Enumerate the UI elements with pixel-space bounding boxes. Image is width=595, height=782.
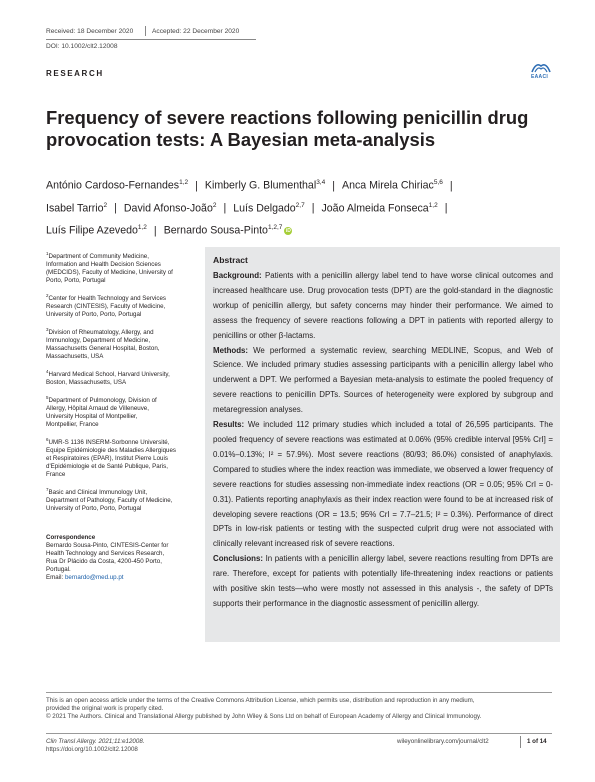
affiliation-item xyxy=(46,292,196,319)
abstract-methods xyxy=(213,344,553,419)
affiliation-line: Immunology, Department of Medicine, xyxy=(46,337,151,345)
affiliation-line: Porto, Porto, Portugal xyxy=(46,277,106,285)
abstract-background xyxy=(213,269,553,344)
author-affil: 1,2 xyxy=(179,179,189,186)
abstract-conclusions xyxy=(213,552,553,612)
results-label: Results: xyxy=(213,420,245,430)
affiliation-line: Research (CINTESIS), Faculty of Medicine, xyxy=(46,303,166,311)
affiliation-line: Equipe Epidémiologie des Maladies Allergiques xyxy=(46,447,177,455)
author-name[interactable]: Luís Filipe Azevedo xyxy=(46,224,138,237)
eaaci-logo xyxy=(528,60,554,82)
author-affil: 1,2 xyxy=(137,224,147,232)
received-date: Received: 18 December 2020 xyxy=(46,28,134,35)
methods-label: Methods: xyxy=(213,345,249,355)
author-name[interactable]: António Cardoso-Fernandes xyxy=(46,179,180,192)
affiliation-line: Harvard Medical School, Harvard University, xyxy=(48,371,170,379)
author-affil: 3,4 xyxy=(316,179,326,186)
affiliation-number: 7 xyxy=(46,487,49,493)
section-label: RESEARCH xyxy=(46,69,104,78)
affiliation-number: 1 xyxy=(46,251,49,256)
author-separator: | xyxy=(114,202,117,215)
author-line-2 xyxy=(46,196,566,219)
author-name[interactable]: João Almeida Fonseca xyxy=(321,202,429,215)
affiliation-line: Basic and Clinical Immunology Unit, xyxy=(48,489,148,497)
eaaci-logo-text: EAACI xyxy=(531,74,549,80)
affiliation-item xyxy=(46,326,196,361)
affiliation-line: Allergy, Hôpital Arnaud de Villeneuve, xyxy=(46,405,149,413)
affiliation-line: d'Epidémiologie et de Santé Publique, Paris, xyxy=(46,463,168,471)
footer-rule-top xyxy=(46,692,552,693)
affiliation-line: Center for Health Technology and Services xyxy=(48,295,167,303)
affiliation-line: University Hospital of Montpellier, xyxy=(46,413,138,421)
correspondence-heading: Correspondence xyxy=(46,534,96,541)
author-separator: | xyxy=(332,179,335,192)
affiliation-item xyxy=(46,368,196,387)
author-line-3 xyxy=(46,218,566,241)
abstract-body xyxy=(213,269,553,612)
orcid-icon[interactable]: iD xyxy=(285,227,291,234)
affiliation-number: 3 xyxy=(46,327,49,333)
author-affil: 2 xyxy=(212,201,217,209)
footer-rule-bottom xyxy=(46,733,552,734)
author-affil: 1,2,7 xyxy=(267,224,283,232)
author-line-1 xyxy=(46,173,566,196)
title-line-2: provocation tests: A Bayesian meta-analysis xyxy=(46,129,436,150)
author-list xyxy=(46,173,566,241)
header-divider xyxy=(145,26,146,36)
affiliation-number: 2 xyxy=(46,293,49,299)
affiliation-line: Division of Rheumatology, Allergy, and xyxy=(48,329,154,337)
journal-url[interactable]: wileyonlinelibrary.com/journal/clt2 xyxy=(397,738,489,745)
email-label: Email: xyxy=(46,574,64,581)
author-name[interactable]: Luís Delgado xyxy=(233,202,296,215)
author-affil: 2,7 xyxy=(295,201,305,209)
author-affil: 1,2 xyxy=(428,201,438,209)
abstract-heading: Abstract xyxy=(213,255,248,265)
affiliation-line: Department of Pathology, Faculty of Medicine, xyxy=(46,497,173,505)
author-separator: | xyxy=(153,224,157,237)
journal-citation xyxy=(46,738,144,754)
copyright: © 2021 The Authors. Clinical and Translational Allergy published by John Wiley & Sons Ltd on behalf of European Academy of Allergy and Clinical Immunology. xyxy=(46,713,482,720)
results-text: We included 112 primary studies which included a total of 26,595 participants. The pooled frequency of severe reactions was estimated at 0.06% (95% credible interval [95% CrI] = 0.01%–0.13%; I² = 57.9%). Most severe reactions (80/93; 86.0%) consisted of anaphylaxis. Compared to studies where the index reaction was immediate, we observed a lower frequency of severe reactions for studies assessing non-immediate index reactions (OR = 0.05; 95% CrI = 0-0.31). Patients reporting anaphylaxis as their index reaction were found to be at increased risk of developing severe reactions (OR = 13.5; 95% CrI = 7.7–21.5; I² = 0.3%). Performance of direct DPTs in low-risk patients or testing with the suspected culprit drug were not associated with clinically relevant increased risk of severe reactions. xyxy=(213,420,553,549)
affiliation-number: 5 xyxy=(46,395,49,401)
conclusions-label: Conclusions: xyxy=(213,554,263,564)
affiliation-line: (MEDCIDS), Faculty of Medicine, University of xyxy=(46,269,173,277)
correspondence xyxy=(46,534,196,582)
author-name[interactable]: Anca Mirela Chiriac xyxy=(342,179,434,192)
author-name[interactable]: Kimberly G. Blumenthal xyxy=(204,179,317,192)
background-text: Patients with a penicillin allergy label tend to have worse clinical outcomes and increased healthcare use. Drug provocation tests (DPT) are the gold-standard in the diagnostic workup of penicillin allergy, but safety concerns may hinder their performance. We aimed to assess the frequency of severe reactions following a DPT in patients with reported allergy to penicillins or other β-lactams. xyxy=(213,271,553,340)
author-name[interactable]: Bernardo Sousa-Pinto xyxy=(163,224,268,237)
article-title xyxy=(46,107,566,151)
abstract-box xyxy=(205,247,560,642)
correspondence-line: Portugal. xyxy=(46,566,71,573)
affiliation-line: Montpellier, France xyxy=(46,421,99,429)
affiliation-line: University of Porto, Porto, Portugal xyxy=(46,505,142,513)
author-name[interactable]: David Afonso-João xyxy=(123,202,213,215)
methods-text: We performed a systematic review, searching MEDLINE, Scopus, and Web of Science. We included primary studies assessing participants with a penicillin allergy label who underwent a DPT. We performed a Bayesian meta-analysis to estimate the pooled frequency of severe reactions to penicillin DPTs. Sources of heterogeneity were explored by subgroup and metaregression analyses. xyxy=(213,345,553,415)
affiliation-line: et Respiratoires (EPAR), Institut Pierre Louis xyxy=(46,455,168,463)
author-affil: 5,6 xyxy=(433,179,443,186)
affiliation-item xyxy=(46,486,196,513)
doi: DOI: 10.1002/clt2.12008 xyxy=(46,43,118,50)
correspondence-line: Bernardo Sousa-Pinto, CINTESIS-Center for xyxy=(46,542,169,549)
author-separator: | xyxy=(444,202,448,215)
background-label: Background: xyxy=(213,271,262,280)
title-line-1: Frequency of severe reactions following penicillin drug xyxy=(46,107,529,128)
author-affil: 2 xyxy=(103,201,108,209)
correspondence-line: Rua Dr Plácido da Costa, 4200-450 Porto, xyxy=(46,558,162,565)
license-line-1: This is an open access article under the terms of the Creative Commons Attribution License, which permits use, distribution and reproduction in any medium, xyxy=(46,697,475,704)
affiliation-item xyxy=(46,436,196,479)
affiliation-line: Department of Community Medicine, xyxy=(48,253,149,261)
affiliation-line: University of Porto, Porto, Portugal xyxy=(46,311,142,319)
abstract-results xyxy=(213,418,553,552)
license-notice xyxy=(46,697,556,721)
affiliation-line: Department of Pulmonology, Division of xyxy=(48,397,157,405)
author-name[interactable]: Isabel Tarrio xyxy=(46,202,104,215)
license-line-2: provided the original work is properly cited. xyxy=(46,705,164,712)
affiliation-number: 4 xyxy=(46,369,49,375)
page-number: 1 of 14 xyxy=(527,738,547,745)
author-separator: | xyxy=(195,179,198,192)
footer-divider xyxy=(520,736,521,748)
affiliation-line: Boston, Massachusetts, USA xyxy=(46,379,127,387)
journal-ref: Clin Transl Allergy. 2021;11:e12008. xyxy=(46,738,145,745)
conclusions-text: In patients with a penicillin allergy label, severe reactions resulting from DPTs are rare. Therefore, except for patients with potentially life-threatening index reactions or patients with positive skin tests—who were mostly not assessed in this analysis -, the safety of DPTs supports their performance in the diagnostic assessment of penicillin allergy. xyxy=(213,554,553,608)
affiliation-number: 6 xyxy=(46,437,49,443)
accepted-date: Accepted: 22 December 2020 xyxy=(152,28,240,35)
affiliation-item xyxy=(46,394,196,429)
author-separator: | xyxy=(223,202,227,215)
affiliation-line: France xyxy=(46,471,66,479)
author-separator: | xyxy=(311,202,315,215)
affiliation-item xyxy=(46,250,196,285)
correspondence-line: Health Technology and Services Research, xyxy=(46,550,165,557)
affiliations xyxy=(46,250,196,520)
doi-link[interactable]: https://doi.org/10.1002/clt2.12008 xyxy=(46,746,138,753)
header-rule xyxy=(46,39,256,40)
correspondence-email-row xyxy=(46,574,196,582)
affiliation-line: Massachusetts, USA xyxy=(46,353,104,361)
affiliation-line: UMR-S 1136 INSERM-Sorbonne Université, xyxy=(48,439,170,447)
affiliation-line: Massachusetts General Hospital, Boston, xyxy=(46,345,160,353)
affiliation-line: Information and Health Decision Sciences xyxy=(46,261,161,269)
author-separator: | xyxy=(449,179,453,192)
email-link[interactable]: bernardo@med.up.pt xyxy=(64,574,124,581)
